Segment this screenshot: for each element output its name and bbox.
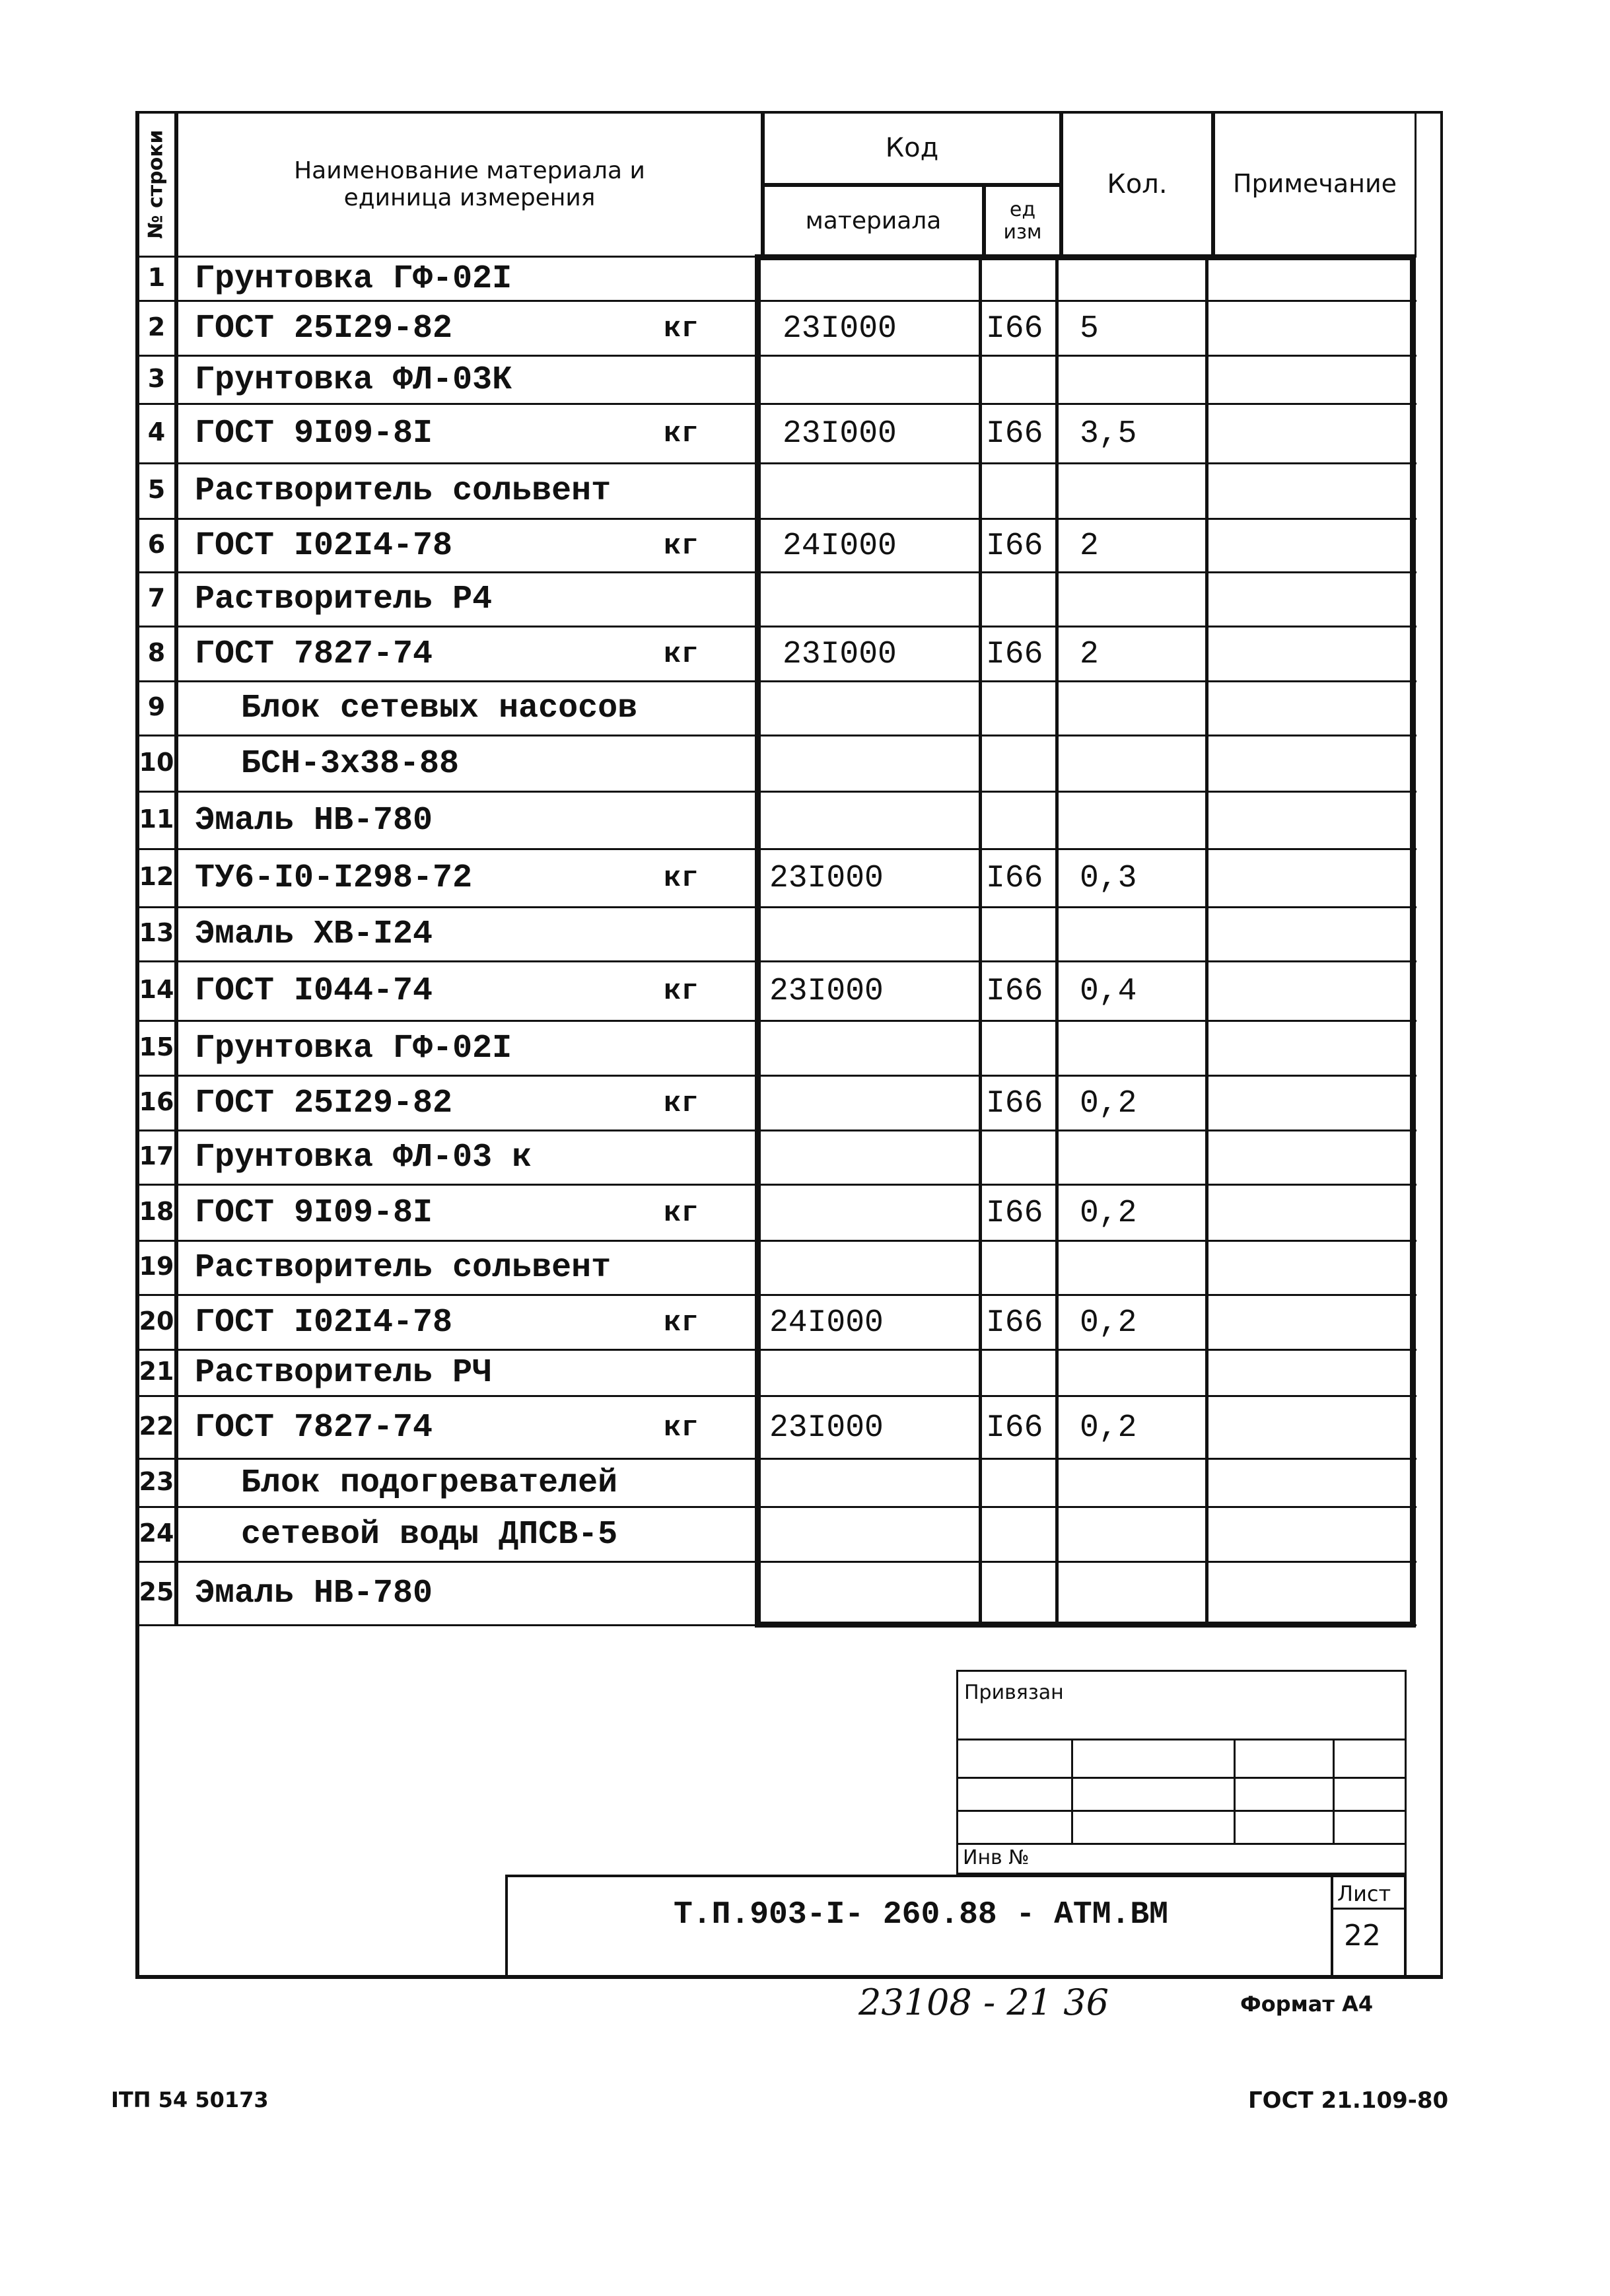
table-row: [135, 405, 1417, 464]
quantity: 2: [1080, 636, 1099, 672]
table-row: [135, 464, 1417, 520]
footer-left: ІТП 54 50173: [111, 2087, 269, 2112]
material-name: ТУ6-I0-I298-72: [195, 859, 473, 897]
table-row: [135, 1077, 1417, 1131]
material-code: 23I000: [769, 1410, 884, 1446]
material-code: 23I000: [783, 636, 897, 672]
unit: кг: [664, 312, 699, 345]
material-name: ГОСТ I02I4-78: [195, 526, 453, 565]
unit-code: I66: [986, 528, 1043, 564]
row-number: 21: [139, 1357, 174, 1386]
header-code-unit: ед изм: [984, 185, 1061, 258]
row-number: 5: [147, 475, 166, 504]
header-row-number: № строки: [135, 111, 176, 258]
table-row: [135, 357, 1417, 405]
material-name: Эмаль НВ-780: [195, 1575, 433, 1612]
header-note: Примечание: [1213, 111, 1417, 258]
linked-line-4: [956, 1843, 1407, 1845]
table-row: [135, 1351, 1417, 1397]
linked-line-2: [956, 1777, 1407, 1779]
row-number: 17: [139, 1141, 174, 1170]
header-code-material: материала: [763, 185, 984, 258]
quantity: 3,5: [1080, 416, 1137, 452]
table-row: [135, 682, 1417, 736]
thick-bottom-line: [755, 1622, 1416, 1628]
col-line-unit: [979, 258, 982, 1626]
table-row: [135, 258, 1417, 302]
quantity: 0,2: [1080, 1305, 1137, 1341]
material-name: ГОСТ 25I29-82: [195, 309, 453, 347]
material-code: 23I000: [769, 861, 884, 896]
material-name: Грунтовка ГФ-02I: [195, 260, 512, 298]
handwritten-number: 23108 - 21 36: [858, 1982, 1109, 2023]
material-name: Грунтовка ФЛ-03К: [195, 361, 512, 399]
material-name: Растворитель Р4: [195, 581, 493, 618]
col-line-code-left: [755, 258, 761, 1626]
material-code: 23I000: [783, 310, 897, 347]
unit: кг: [664, 1196, 699, 1230]
row-number: 2: [147, 312, 166, 341]
row-number: 23: [139, 1466, 174, 1496]
unit: кг: [664, 975, 699, 1008]
material-name: Эмаль НВ-780: [195, 801, 433, 840]
unit-code: I66: [986, 1085, 1043, 1122]
table-row: [135, 628, 1417, 682]
material-name: ГОСТ 9I09-8I: [195, 1194, 433, 1232]
row-number: 18: [139, 1196, 174, 1226]
format-label: Формат А4: [1240, 1991, 1374, 2017]
table-row: [135, 1397, 1417, 1460]
sheet-number: 22: [1344, 1919, 1381, 1953]
unit-code: I66: [986, 1195, 1043, 1231]
unit: кг: [664, 1411, 699, 1445]
table-row: [135, 962, 1417, 1022]
material-name: Грунтовка ГФ-02I: [195, 1029, 512, 1067]
row-number: 6: [147, 529, 166, 559]
linked-line-1: [956, 1739, 1407, 1740]
unit-code: I66: [986, 1305, 1043, 1341]
unit: кг: [664, 862, 699, 895]
table-row: [135, 736, 1417, 793]
quantity: 2: [1080, 528, 1099, 564]
sheet-line: [1331, 1908, 1407, 1910]
table-row: [135, 302, 1417, 357]
row-number: 13: [139, 918, 174, 947]
material-name: Растворитель сольвент: [195, 472, 612, 510]
quantity: 0,2: [1080, 1195, 1137, 1231]
row-number: 3: [147, 363, 166, 393]
row-number: 19: [139, 1252, 174, 1281]
row-number: 4: [147, 417, 166, 447]
material-name: Блок сетевых насосов: [241, 690, 638, 727]
material-name: Грунтовка ФЛ-03 к: [195, 1139, 532, 1176]
material-code: 24I000: [783, 528, 897, 564]
table-row: [135, 793, 1417, 850]
row-number: 20: [139, 1306, 174, 1336]
table-row: [135, 850, 1417, 908]
row-number: 8: [147, 637, 166, 667]
sheet-divider: [1331, 1875, 1333, 1979]
row-number: 9: [147, 692, 166, 721]
table-row: [135, 908, 1417, 962]
table-row: [135, 573, 1417, 628]
linked-col-1: [1071, 1739, 1073, 1843]
material-code: 23I000: [769, 974, 884, 1009]
unit-code: I66: [986, 861, 1043, 896]
col-line-note: [1205, 258, 1208, 1626]
row-number: 1: [147, 262, 166, 292]
row-number: 11: [139, 804, 174, 834]
col-line-number: [174, 258, 178, 1626]
material-code: 24I000: [769, 1305, 884, 1341]
table-row: [135, 1022, 1417, 1077]
linked-line-3: [956, 1810, 1407, 1812]
doc-code: Т.П.903-I- 260.88 - АТМ.ВМ: [674, 1897, 1168, 1933]
quantity: 5: [1080, 310, 1099, 347]
material-name: Блок подогревателей: [241, 1464, 618, 1502]
material-name: ГОСТ 7827-74: [195, 1408, 433, 1447]
sheet-label: Лист: [1337, 1881, 1391, 1906]
table-row: [135, 1242, 1417, 1296]
thick-top-line: [755, 254, 1416, 260]
table-row: [135, 1508, 1417, 1563]
table-row: [135, 1186, 1417, 1242]
material-name: БСН-3х38-88: [241, 744, 460, 783]
unit-code: I66: [986, 974, 1043, 1009]
material-code: 23I000: [783, 416, 897, 452]
row-number: 10: [139, 747, 174, 777]
material-name: ГОСТ 25I29-82: [195, 1084, 453, 1122]
material-name: ГОСТ I02I4-78: [195, 1303, 453, 1342]
linked-col-3: [1333, 1739, 1335, 1843]
row-number: 15: [139, 1032, 174, 1061]
row-number: 7: [147, 583, 166, 612]
table-row: [135, 1563, 1417, 1626]
unit: кг: [664, 637, 699, 671]
row-number: 22: [139, 1411, 174, 1441]
row-number: 14: [139, 975, 174, 1004]
unit-code: I66: [986, 416, 1043, 452]
header-qty: Кол.: [1061, 111, 1213, 258]
unit: кг: [664, 529, 699, 563]
quantity: 0,4: [1080, 974, 1137, 1009]
material-name: Растворитель сольвент: [195, 1249, 612, 1287]
material-name: Растворитель РЧ: [195, 1354, 493, 1392]
header-code: Код: [763, 111, 1061, 185]
unit: кг: [664, 1087, 699, 1120]
row-number: 24: [139, 1518, 174, 1548]
material-name: ГОСТ I044-74: [195, 972, 433, 1010]
material-name: Эмаль ХВ-I24: [195, 915, 433, 953]
unit-code: I66: [986, 1410, 1043, 1446]
footer-right: ГОСТ 21.109-80: [1248, 2087, 1449, 2114]
linked-col-2: [1234, 1739, 1236, 1843]
quantity: 0,2: [1080, 1410, 1137, 1446]
unit-code: I66: [986, 636, 1043, 672]
table-row: [135, 1460, 1417, 1508]
inv-label: Инв №: [963, 1846, 1030, 1869]
row-number: 16: [139, 1087, 174, 1116]
material-name: ГОСТ 7827-74: [195, 635, 433, 673]
material-name: ГОСТ 9I09-8I: [195, 415, 433, 452]
table-row: [135, 1296, 1417, 1351]
table-row: [135, 520, 1417, 573]
header-name: Наименование материала и единица измерения: [176, 111, 763, 258]
quantity: 0,3: [1080, 861, 1137, 896]
unit: кг: [664, 417, 699, 450]
unit-code: I66: [986, 310, 1043, 347]
col-line-qty: [1055, 258, 1059, 1626]
table-row: [135, 1131, 1417, 1186]
material-name: сетевой воды ДПСВ-5: [241, 1515, 618, 1554]
row-number: 12: [139, 862, 174, 891]
quantity: 0,2: [1080, 1085, 1137, 1122]
unit: кг: [664, 1306, 699, 1340]
col-line-right: [1410, 258, 1416, 1626]
row-number: 25: [139, 1577, 174, 1606]
linked-label: Привязан: [964, 1681, 1064, 1704]
